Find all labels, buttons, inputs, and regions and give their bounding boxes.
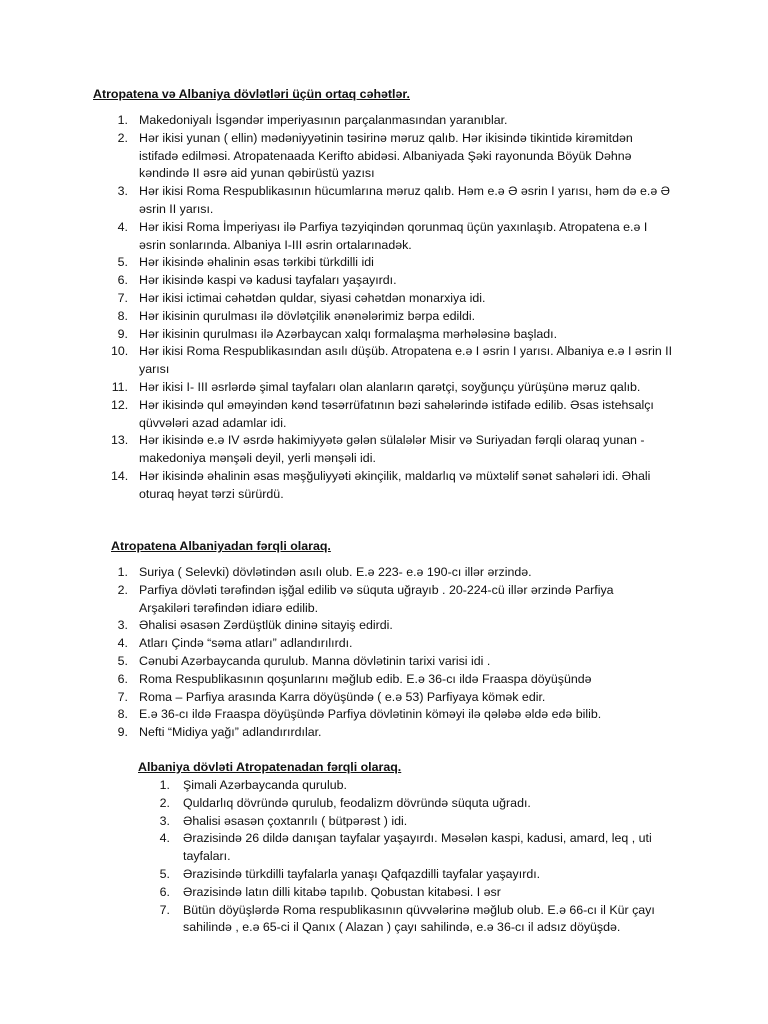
list-item-text: Hər ikisində kaspi və kadusi tayfaları yaşayırdı. bbox=[139, 273, 397, 288]
list-item-text: Ərazisində türkdilli tayfalarla yanaşı Qafqazdilli tayfalar yaşayırdı. bbox=[183, 866, 541, 881]
list-item-text: Bütün döyüşlərdə Roma respublikasının qüvvələrinə məğlub olub. E.ə 66-cı il Kür çayı sahilində , e.ə 65-ci il Qanıx ( Alazan ) çayı sahilində, e.ə 36-cı il adsız döyüşdə. bbox=[183, 902, 655, 935]
list-item-number: 6. bbox=[117, 671, 128, 686]
list-item-text: Ərazisində latın dilli kitabə tapılıb. Qobustan kitabəsi. I əsr bbox=[183, 884, 501, 899]
list-item-text: Hər ikisində əhalinin əsas tərkibi türkdilli idi bbox=[139, 255, 374, 270]
list-item-text: Roma Respublikasının qoşunlarını məğlub edib. E.ə 36-cı ildə Fraaspa döyüşündə bbox=[139, 671, 592, 686]
list-item-number: 9. bbox=[117, 326, 128, 341]
list-item bbox=[111, 432, 673, 468]
list-item bbox=[111, 689, 651, 707]
list-item bbox=[157, 884, 677, 902]
list-item-number: 5. bbox=[117, 653, 128, 668]
list-item-text: Roma – Parfiya arasında Karra döyüşündə ( e.ə 53) Parfiyaya kömək edir. bbox=[139, 689, 546, 704]
list-item bbox=[111, 379, 673, 397]
list-item bbox=[111, 617, 651, 635]
list-item bbox=[111, 706, 651, 724]
list-item-number: 8. bbox=[117, 707, 128, 722]
list-item bbox=[111, 272, 673, 290]
list-item-text: Hər ikisi ictimai cəhətdən quldar, siyasi cəhətdən monarxiya idi. bbox=[139, 290, 486, 305]
list-item-text: Hər ikisi Roma Respublikasından asılı düşüb. Atropatena e.ə I əsrin I yarısı. Albaniya e.ə I əsrin II yarısı bbox=[139, 344, 673, 377]
list-item bbox=[111, 468, 673, 504]
list-item bbox=[111, 635, 651, 653]
list-item-number: 5. bbox=[117, 255, 128, 270]
list-item-number: 12. bbox=[111, 397, 129, 412]
list-item-text: Makedoniyalı İsgəndər imperiyasının parçalanmasından yaranıblar. bbox=[139, 113, 508, 127]
list-item-number: 3. bbox=[159, 813, 170, 828]
atropatena-differences-list bbox=[111, 564, 651, 742]
list-item-text: Hər ikisi I- III əsrlərdə şimal tayfaları olan alanların qarətçi, soyğunçu yürüşünə məruz qalıb. bbox=[139, 379, 641, 394]
list-item-text: E.ə 36-cı ildə Fraaspa döyüşündə Parfiya dövlətinin köməyi ilə qələbə əldə edə bilib. bbox=[139, 707, 602, 722]
list-item-number: 5. bbox=[159, 866, 170, 881]
list-item-number: 14. bbox=[111, 468, 129, 483]
list-item-number: 2. bbox=[159, 795, 170, 810]
list-item bbox=[111, 308, 673, 326]
list-item-number: 7. bbox=[117, 290, 128, 305]
list-item bbox=[157, 830, 677, 866]
list-item-text: Hər ikisində qul əməyindən kənd təsərrüfatının bəzi sahələrində istifadə edilib. Əsas istehsalçı qüvvələri azad adamlar idi. bbox=[139, 397, 654, 430]
list-item-number: 1. bbox=[159, 778, 170, 792]
list-item bbox=[111, 582, 651, 618]
list-item-text: Hər ikisi Roma İmperiyası ilə Parfiya təzyiqindən qorunmaq üçün yaxınlaşıb. Atropatena e.ə I əsrin sonlarında. Albaniya I-III əsrin ortalarınadək. bbox=[139, 219, 648, 252]
list-item-number: 4. bbox=[159, 831, 170, 846]
list-item-number: 10. bbox=[111, 344, 129, 359]
list-item-number: 3. bbox=[117, 618, 128, 633]
list-item-text: Parfiya dövləti tərəfindən işğal edilib və süquta uğrayıb . 20-224-cü illər ərzində Parfiya Arşakiləri tərəfindən idiarə edilib. bbox=[139, 582, 614, 615]
list-item-number: 2. bbox=[117, 582, 128, 597]
list-item-number: 2. bbox=[117, 130, 128, 145]
list-item bbox=[157, 902, 677, 938]
list-item bbox=[111, 343, 673, 379]
list-item bbox=[111, 254, 673, 272]
section-heading-common-features: Atropatena və Albaniya dövlətləri üçün ortaq cəhətlər. bbox=[93, 87, 410, 101]
list-item bbox=[111, 130, 673, 183]
list-item-number: 7. bbox=[159, 902, 170, 917]
list-item-number: 6. bbox=[159, 884, 170, 899]
list-item bbox=[111, 397, 673, 433]
list-item bbox=[111, 290, 673, 308]
list-item-number: 9. bbox=[117, 725, 128, 740]
list-item-text: Hər ikisi Roma Respublikasının hücumlarına məruz qalıb. Həm e.ə Ə əsrin I yarısı, həm də e.ə Ə əsrin II yarısı. bbox=[139, 184, 671, 216]
list-item-text: Quldarlıq dövründə qurulub, feodalizm dövründə süquta uğradı. bbox=[183, 795, 531, 810]
list-item-number: 7. bbox=[117, 689, 128, 704]
list-item-number: 6. bbox=[117, 273, 128, 288]
list-item-text: Şimali Azərbaycanda qurulub. bbox=[183, 778, 347, 792]
list-item-number: 8. bbox=[117, 308, 128, 323]
list-item bbox=[111, 653, 651, 671]
list-item bbox=[111, 183, 673, 219]
list-item-text: Hər ikisi yunan ( ellin) mədəniyyətinin təsirinə məruz qalıb. Hər ikisində tikintidə kirəmitdən istifadə edilməsi. Atropatenaada Kerifto abidəsi. Albaniyada Şəki rayonunda Böyük Dəhnə kəndində II əsrə aid yunan qəbirüstü yazısı bbox=[139, 130, 633, 181]
list-item bbox=[111, 326, 673, 344]
list-item-text: Nefti “Midiya yağı” adlandırırdılar. bbox=[139, 725, 322, 740]
list-item-text: Cənubi Azərbaycanda qurulub. Manna dövlətinin tarixi varisi idi . bbox=[139, 653, 491, 668]
list-item bbox=[111, 724, 651, 742]
list-item bbox=[111, 671, 651, 689]
section-heading-albania-differences: Albaniya dövləti Atropatenadan fərqli olaraq. bbox=[138, 760, 402, 774]
section-heading-atropatena-differences: Atropatena Albaniyadan fərqli olaraq. bbox=[111, 539, 331, 553]
list-item bbox=[157, 813, 677, 831]
list-item-number: 4. bbox=[117, 219, 128, 234]
list-item-text: Hər ikisinin qurulması ilə dövlətçilik ənənələrimiz bərpa edildi. bbox=[139, 308, 476, 323]
common-features-list bbox=[111, 112, 673, 504]
list-item bbox=[111, 219, 673, 255]
list-item-text: Hər ikisinin qurulması ilə Azərbaycan xalqı formalaşma mərhələsinə başladı. bbox=[139, 326, 558, 341]
albania-differences-list bbox=[157, 777, 677, 937]
list-item-text: Əhalisi əsasən çoxtanrılı ( bütpərəst ) idi. bbox=[183, 813, 408, 828]
list-item-text: Hər ikisində e.ə IV əsrdə hakimiyyətə gələn sülalələr Misir və Suriyadan fərqli olaraq yunan - makedoniya mənşəli deyil, yerli mənşəli idi. bbox=[139, 433, 645, 466]
list-item-number: 1. bbox=[117, 113, 128, 127]
list-item-number: 1. bbox=[117, 565, 128, 579]
list-item-number: 3. bbox=[117, 184, 128, 199]
list-item bbox=[111, 112, 673, 130]
list-item bbox=[111, 564, 651, 582]
list-item-text: Ərazisində 26 dildə danışan tayfalar yaşayırdı. Məsələn kaspi, kadusi, amard, leq , uti tayfaları. bbox=[183, 831, 652, 864]
list-item bbox=[157, 795, 677, 813]
list-item-number: 13. bbox=[111, 433, 129, 448]
list-item-number: 4. bbox=[117, 636, 128, 651]
list-item-text: Əhalisi əsasən Zərdüştlük dininə sitayiş edirdi. bbox=[139, 618, 393, 633]
list-item-text: Suriya ( Selevki) dövlətindən asılı olub. E.ə 223- e.ə 190-cı illər ərzində. bbox=[139, 565, 532, 579]
list-item-text: Hər ikisində əhalinin əsas məşğuliyyəti əkinçilik, maldarlıq və müxtəlif sənət sahələri idi. Əhali oturaq həyat tərzi sürürdü. bbox=[139, 468, 651, 501]
list-item bbox=[157, 777, 677, 795]
list-item-text: Atları Çində “səma atları” adlandırılırdı. bbox=[139, 636, 353, 651]
list-item-number: 11. bbox=[111, 379, 128, 394]
list-item bbox=[157, 866, 677, 884]
